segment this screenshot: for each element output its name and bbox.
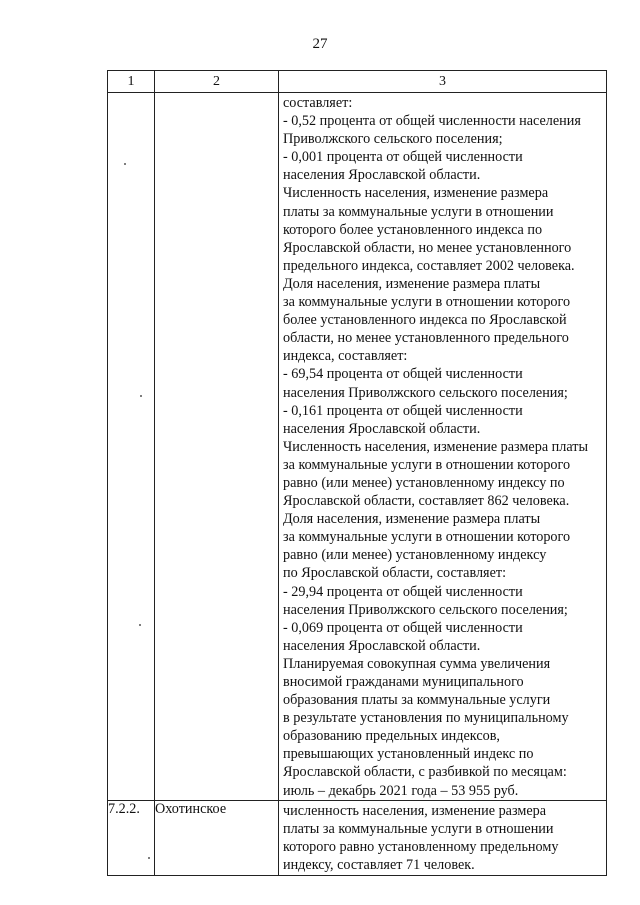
- text-line: образованию предельных индексов,: [283, 728, 500, 745]
- text-line: в результате установления по муниципальному: [283, 710, 569, 727]
- text-line: платы за коммунальные услуги в отношении: [283, 820, 554, 837]
- settlement-name-cell: Охотинское: [155, 800, 279, 875]
- text-line: Ярославской области, составляет 862 человека.: [283, 493, 570, 510]
- text-line: Планируемая совокупная сумма увеличения: [283, 655, 551, 672]
- text-line: более установленного индекса по Ярославской: [283, 312, 567, 329]
- text-line: - 0,001 процента от общей численности: [283, 149, 523, 166]
- text-line: численность населения, изменение размера: [283, 802, 547, 819]
- text-line: предельного индекса, составляет 2002 человека.: [283, 257, 575, 274]
- text-line: населения Ярославской области.: [283, 420, 481, 437]
- data-table: [107, 70, 607, 876]
- text-line: - 0,161 процента от общей численности: [283, 402, 523, 419]
- description-text: [279, 801, 606, 874]
- text-line: за коммунальные услуги в отношении которого: [283, 294, 571, 311]
- text-line: Доля населения, изменение размера платы: [283, 511, 541, 528]
- scan-speck: [124, 163, 126, 165]
- text-line: Ярославской области, с разбивкой по месяцам:: [283, 764, 567, 781]
- text-line: июль – декабрь 2021 года – 53 955 руб.: [283, 782, 519, 799]
- description-text: [279, 93, 606, 800]
- text-line: Доля населения, изменение размера платы: [283, 275, 541, 292]
- text-line: образования платы за коммунальные услуги: [283, 692, 551, 709]
- text-line: равно (или менее) установленному индексу по: [283, 474, 565, 491]
- scan-speck: [140, 395, 142, 397]
- text-line: - 29,94 процента от общей численности: [283, 583, 523, 600]
- table-header-row: [108, 71, 607, 93]
- description-cell: [279, 93, 607, 801]
- text-line: Численность населения, изменение размера платы: [283, 438, 589, 455]
- text-line: Ярославской области, но менее установленного: [283, 239, 572, 256]
- text-line: - 0,069 процента от общей численности: [283, 619, 523, 636]
- text-line: составляет:: [283, 95, 353, 111]
- text-line: платы за коммунальные услуги в отношении: [283, 203, 554, 220]
- text-line: превышающих установленный индекс по: [283, 746, 534, 763]
- text-line: за коммунальные услуги в отношении которого: [283, 529, 571, 546]
- description-cell: [279, 800, 607, 875]
- column-header: 3: [279, 71, 607, 93]
- row-number-cell: 7.2.2.: [108, 800, 155, 875]
- text-line: населения Приволжского сельского поселения;: [283, 601, 568, 618]
- text-line: по Ярославской области, составляет:: [283, 565, 507, 582]
- text-line: равно (или менее) установленному индексу: [283, 547, 547, 564]
- text-line: вносимой гражданами муниципального: [283, 674, 524, 690]
- text-line: - 0,52 процента от общей численности населения: [283, 113, 581, 130]
- text-line: индекса, составляет:: [283, 348, 408, 365]
- text-line: - 69,54 процента от общей численности: [283, 366, 523, 383]
- page-number: 27: [312, 36, 328, 52]
- text-line: Приволжского сельского поселения;: [283, 131, 503, 148]
- text-line: населения Ярославской области.: [283, 637, 481, 654]
- row-number-cell: [108, 93, 155, 801]
- text-line: которого равно установленному предельному: [283, 838, 559, 855]
- table-row: [108, 800, 607, 875]
- table-row: [108, 93, 607, 801]
- text-line: индексу, составляет 71 человек.: [283, 856, 475, 873]
- text-line: населения Ярославской области.: [283, 167, 481, 184]
- text-line: населения Приволжского сельского поселения;: [283, 384, 568, 401]
- text-line: которого более установленного индекса по: [283, 221, 543, 238]
- scan-speck: [139, 624, 141, 626]
- column-header: 2: [155, 71, 279, 93]
- text-line: за коммунальные услуги в отношении которого: [283, 456, 571, 473]
- text-line: области, но менее установленного предельного: [283, 330, 569, 347]
- scan-speck: [148, 857, 150, 859]
- column-header: 1: [108, 71, 155, 93]
- settlement-name-cell: [155, 93, 279, 801]
- text-line: Численность населения, изменение размера: [283, 185, 549, 202]
